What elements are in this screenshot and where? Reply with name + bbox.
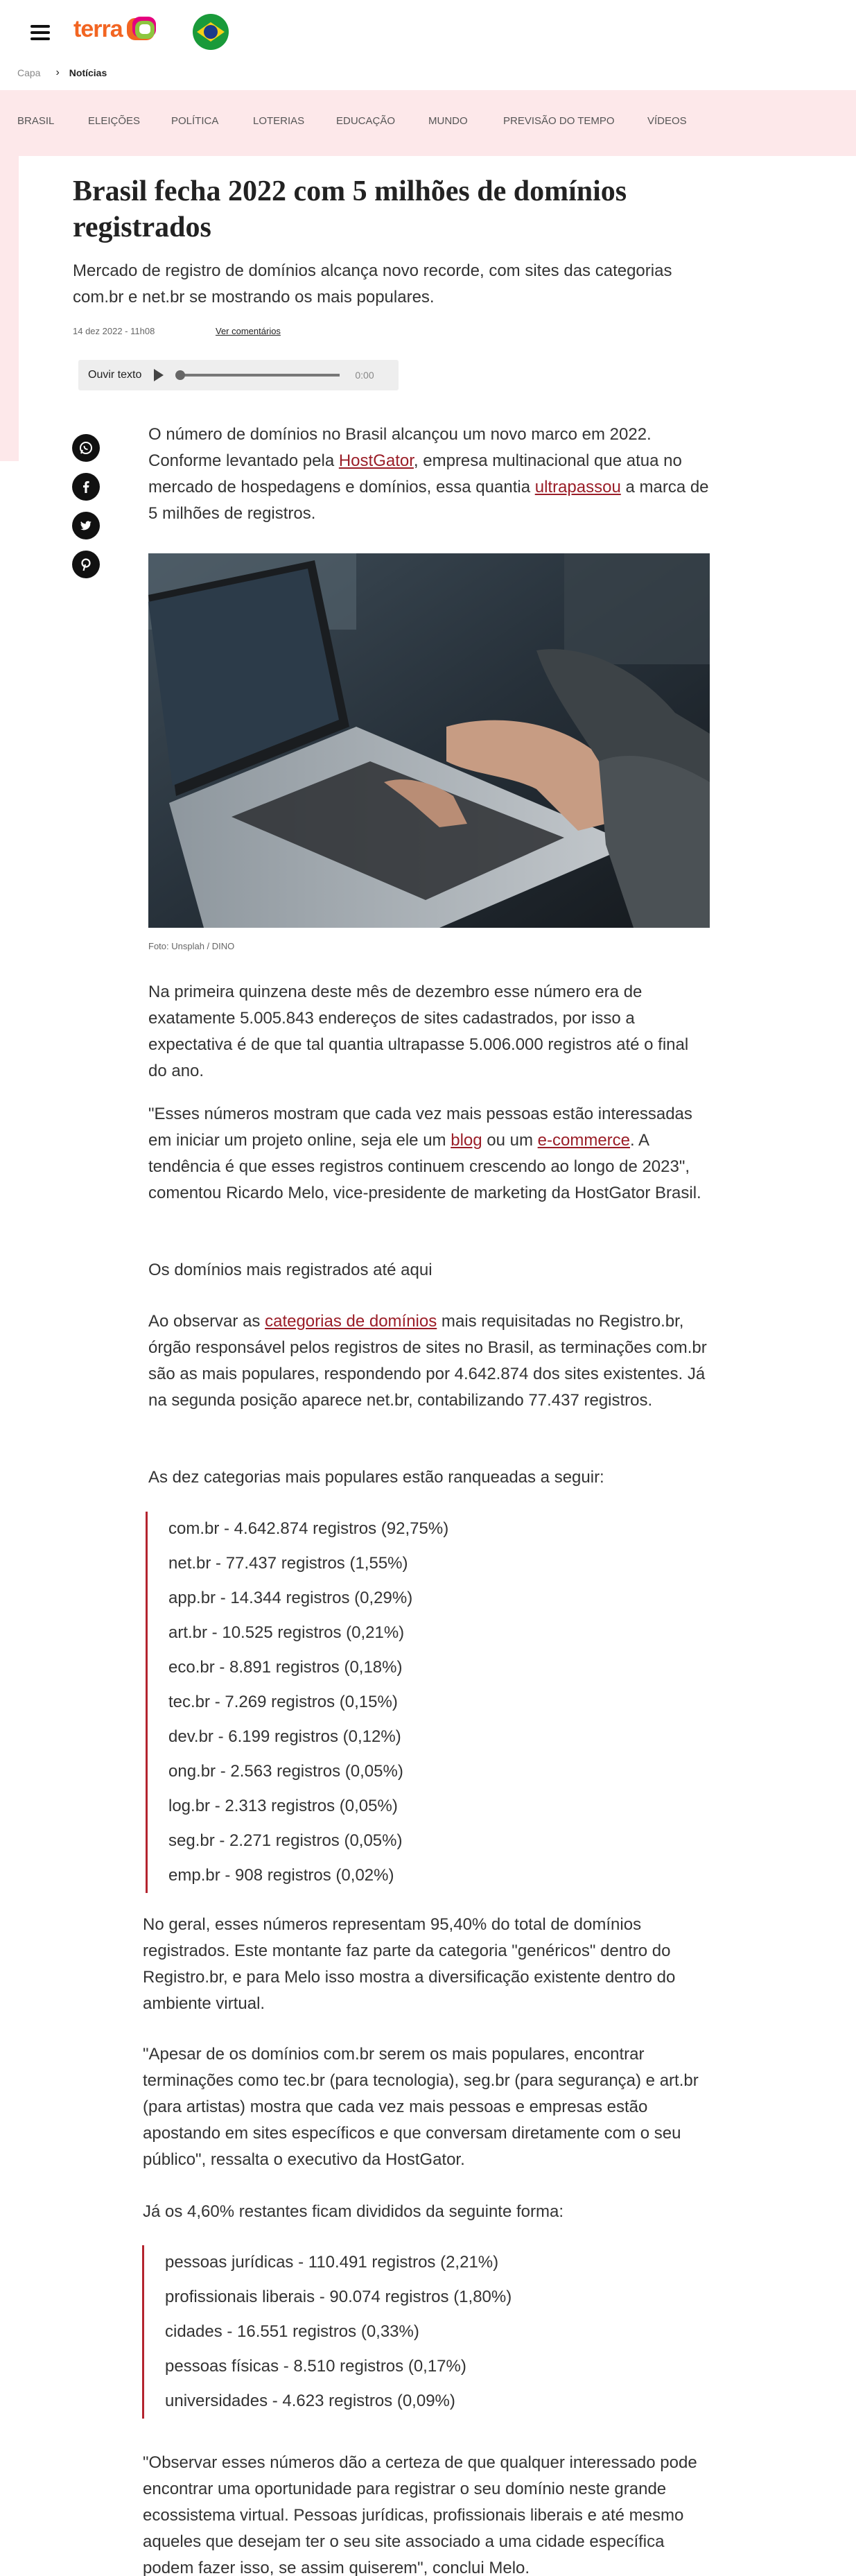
list-item: cidades - 16.551 registros (0,33%)	[165, 2322, 419, 2341]
p4-text-b: mais requisitadas no Registro.br, órgão responsável pelos registros de sites no Brasil, as terminações com.br são as mais populares, respondendo por 4.642.874 dos sites existentes. Já na segunda posição aparece net.br, contabilizando 77.437 registros.	[148, 1312, 707, 1410]
list-item: universidades - 4.623 registros (0,09%)	[165, 2392, 455, 2410]
ultrapassou-link[interactable]: ultrapassou	[534, 478, 621, 496]
nav-item-previsao-do-tempo[interactable]: PREVISÃO DO TEMPO	[503, 115, 615, 127]
comments-link[interactable]: Ver comentários	[216, 326, 281, 336]
paragraph-2: Na primeira quinzena deste mês de dezembro esse número era de exatamente 5.005.843 endereços de sites cadastrados, por isso a expectativa é de que tal quantia ultrapasse 5.006.000 registros até o final do ano.	[148, 983, 689, 1080]
list-item: seg.br - 2.271 registros (0,05%)	[168, 1831, 403, 1850]
p4-text-a: Ao observar as	[148, 1312, 265, 1331]
hostgator-link[interactable]: HostGator	[338, 451, 414, 470]
paragraph-6: No geral, esses números representam 95,40% do total de domínios registrados. Este montante faz parte da categoria "genéricos" dentro do Registro.br, e para Melo isso mostra a diversificação existente dentro do ambiente virtual.	[143, 1915, 676, 2013]
twitter-icon[interactable]	[72, 512, 100, 539]
brazil-flag-icon[interactable]	[193, 14, 229, 50]
section-nav	[17, 115, 703, 127]
laptop-typing-image	[148, 553, 710, 928]
pinterest-icon[interactable]	[72, 551, 100, 578]
nav-item-brasil[interactable]: BRASIL	[17, 115, 55, 127]
nav-item-politica[interactable]: POLÍTICA	[171, 115, 219, 127]
terra-logo[interactable]	[73, 15, 157, 43]
audio-time: 0:00	[355, 370, 374, 381]
other-categories-list	[142, 2245, 512, 2419]
logo-text: terra	[73, 15, 123, 42]
p1-text-b: , empresa multinacional que atua no mercado de hospedagens e domínios, essa quantia	[148, 451, 682, 496]
list-item: app.br - 14.344 registros (0,29%)	[168, 1589, 413, 1607]
nav-item-loterias[interactable]: LOTERIAS	[253, 115, 305, 127]
list-item: com.br - 4.642.874 registros (92,75%)	[168, 1519, 449, 1538]
p1-text-a: O número de domínios no Brasil alcançou um novo marco em 2022. Conforme levantado pela	[148, 425, 652, 470]
paragraph-8: Já os 4,60% restantes ficam divididos da seguinte forma:	[143, 2202, 564, 2221]
audio-label: Ouvir texto	[88, 369, 142, 381]
list-item: tec.br - 7.269 registros (0,15%)	[168, 1693, 398, 1711]
paragraph-quote-1	[148, 1101, 711, 1207]
breadcrumb-home[interactable]: Capa	[17, 67, 41, 78]
paragraph-4	[148, 1308, 711, 1414]
side-band	[0, 156, 19, 461]
whatsapp-icon[interactable]	[72, 434, 100, 462]
photo-caption: Foto: Unsplah / DINO	[148, 941, 235, 951]
list-item: profissionais liberais - 90.074 registros (1,80%)	[165, 2288, 512, 2306]
domain-ranking-list	[146, 1512, 448, 1893]
audio-player	[78, 360, 399, 390]
p3-text-a: "Esses números mostram que cada vez mais pessoas estão interessadas em iniciar um projeto online, seja ele um	[148, 1105, 692, 1150]
p3-text-b: ou um	[482, 1131, 538, 1150]
audio-progress-slider[interactable]	[179, 374, 340, 377]
article-subtitle: Mercado de registro de domínios alcança novo recorde, com sites das categorias com.br e net.br se mostrando os mais populares.	[73, 261, 672, 306]
list-item: net.br - 77.437 registros (1,55%)	[168, 1554, 408, 1573]
breadcrumb	[17, 67, 107, 79]
p1-text-c: a marca de 5 milhões de registros.	[148, 478, 709, 523]
audio-progress-knob[interactable]	[175, 370, 185, 380]
article-title: Brasil fecha 2022 com 5 milhões de domínios registrados	[73, 175, 627, 243]
categorias-link[interactable]: categorias de domínios	[265, 1312, 437, 1331]
nav-item-videos[interactable]: VÍDEOS	[647, 115, 687, 127]
share-buttons	[72, 434, 100, 589]
article-photo	[148, 553, 710, 928]
paragraph-intro	[148, 422, 711, 527]
blog-link[interactable]: blog	[451, 1131, 482, 1150]
nav-item-educacao[interactable]: EDUCAÇÃO	[336, 115, 396, 127]
play-icon[interactable]	[154, 369, 164, 381]
breadcrumb-current[interactable]: Notícias	[69, 67, 107, 78]
list-item: log.br - 2.313 registros (0,05%)	[168, 1797, 398, 1815]
list-item: ong.br - 2.563 registros (0,05%)	[168, 1762, 403, 1781]
list-item: art.br - 10.525 registros (0,21%)	[168, 1623, 405, 1642]
paragraph-5: As dez categorias mais populares estão ranqueadas a seguir:	[148, 1468, 604, 1487]
list-item: dev.br - 6.199 registros (0,12%)	[168, 1727, 401, 1746]
site-header	[0, 0, 856, 62]
ecommerce-link[interactable]: e-commerce	[537, 1131, 630, 1150]
paragraph-quote-3: "Observar esses números dão a certeza de que qualquer interessado pode encontrar uma oportunidade para registrar o seu domínio neste grande ecossistema virtual. Pessoas jurídicas, profissionais liberais e até mesmo aqueles que desejam ter o seu site associado a uma cidade específica podem fazer isso, se assim quiserem", conclui Melo.	[143, 2453, 697, 2576]
chevron-right-icon: ›	[55, 67, 60, 78]
section-subheading: Os domínios mais registrados até aqui	[148, 1261, 433, 1279]
p3-text-c: . A tendência é que esses registros continuem crescendo ao longo de 2023", comentou Ricardo Melo, vice-presidente de marketing da HostGator Brasil.	[148, 1131, 701, 1202]
nav-item-mundo[interactable]: MUNDO	[428, 115, 468, 127]
hamburger-icon[interactable]	[30, 25, 50, 40]
article-date: 14 dez 2022 - 11h08	[73, 326, 155, 336]
paragraph-quote-2: "Apesar de os domínios com.br serem os mais populares, encontrar terminações como tec.br (para tecnologia), seg.br (para segurança) e art.br (para artistas) mostra que cada vez mais pessoas e empresas estão apostando em sites específicos e que conversam diretamente com o seu público", ressalta o executivo da HostGator.	[143, 2045, 699, 2169]
nav-item-eleicoes[interactable]: ELEIÇÕES	[88, 115, 141, 127]
terra-logo-mark-icon	[125, 15, 157, 43]
list-item: emp.br - 908 registros (0,02%)	[168, 1866, 394, 1885]
list-item: pessoas físicas - 8.510 registros (0,17%)	[165, 2357, 466, 2376]
list-item: eco.br - 8.891 registros (0,18%)	[168, 1658, 403, 1677]
facebook-icon[interactable]	[72, 473, 100, 501]
list-item: pessoas jurídicas - 110.491 registros (2,21%)	[165, 2253, 499, 2272]
